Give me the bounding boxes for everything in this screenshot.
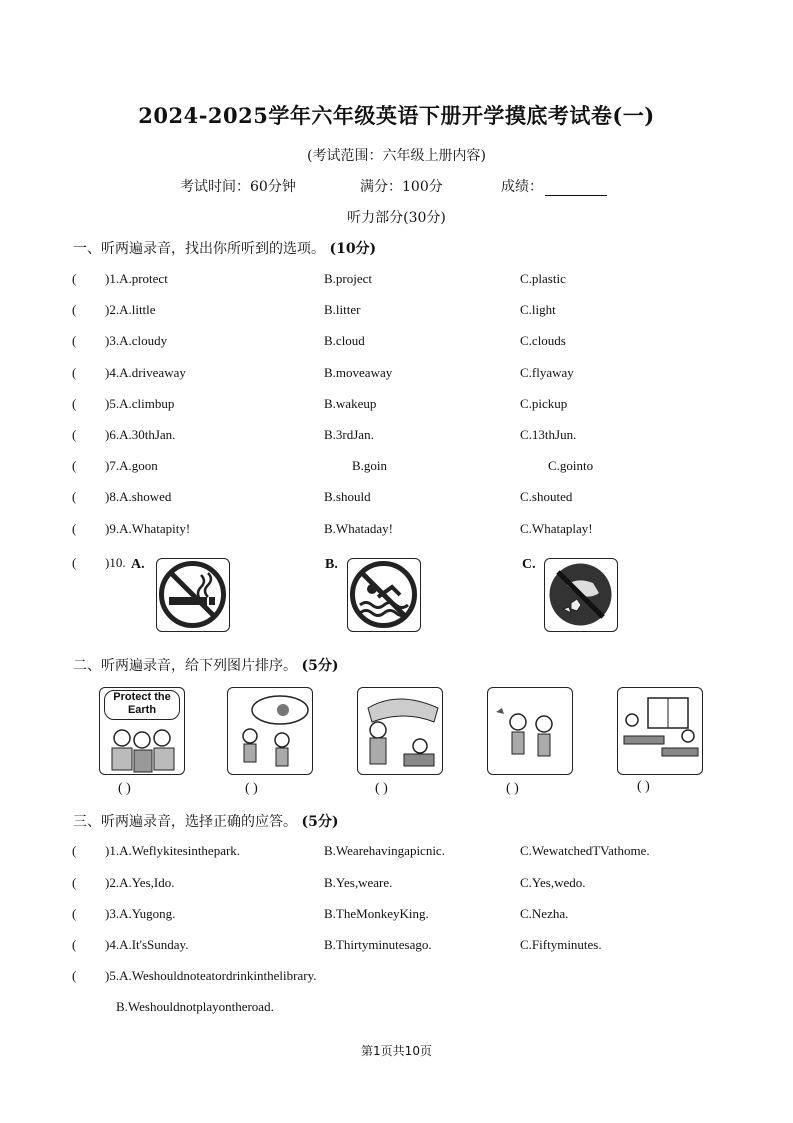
part1-q7-option-a: )7.A.goon [105,458,158,473]
score-field[interactable] [501,176,607,196]
full-score: 满分：100分 [360,179,443,195]
part3-q2-option-c: C.Yes,wedo. [520,875,586,890]
part1-q6-option-c: C.13thJun. [520,427,577,442]
part3-q5-option-b: B.Weshouldnotplayontheroad. [116,999,274,1014]
part3-q1-answer-paren[interactable]: ( [72,843,77,858]
part3-q3-option-a: )3.A.Yugong. [105,906,176,921]
part1-q2-option-b: B.litter [324,302,361,317]
part1-q4-option-a: )4.A.driveaway [105,365,186,380]
exam-time: 考试时间：60分钟 [180,179,296,195]
part3-q4-answer-paren[interactable]: ( [72,937,77,952]
part1-q3-option-a: )3.A.cloudy [105,333,168,348]
part3-q3-answer-paren[interactable]: ( [72,906,77,921]
page-footer: 第1页共10页 [361,1044,432,1058]
part3-q3-option-c: C.Nezha. [520,906,569,921]
part3-q3-option-b: B.TheMonkeyKing. [324,906,429,921]
part1-q1-option-c: C.plastic [520,271,566,286]
part3-q4-option-b: B.Thirtyminutesago. [324,937,432,952]
part3-q4-option-c: C.Fiftyminutes. [520,937,602,952]
part3-q4-option-a: )4.A.It'sSunday. [105,937,189,952]
part1-q4-option-b: B.moveaway [324,365,393,380]
picture-5-classroom [617,687,703,775]
part1-q2-option-a: )2.A.little [105,302,156,317]
picture-4-two-mice [487,687,573,775]
part3-q2-answer-paren[interactable]: ( [72,875,77,890]
part1-q1-option-a: )1.A.protect [105,271,168,286]
part1-q4-option-c: C.flyaway [520,365,574,380]
exam-scope: (考试范围：六年级上册内容) [307,148,486,164]
q10-number: )10. [105,555,126,570]
part1-q9-answer-paren[interactable]: ( [72,521,77,536]
picture-1-protect-earth [99,687,185,775]
section-1-heading: 一、听两遍录音，找出你所听到的选项。 (10分) [73,241,377,257]
picture-2-answer-paren[interactable]: ( ) [245,781,258,796]
q10-option-b-label: B. [325,557,338,572]
part1-q7-answer-paren[interactable]: ( [72,458,77,473]
part3-q5-answer-paren[interactable]: ( [72,968,77,983]
q10-option-a-label: A. [131,557,145,572]
picture-3-answer-paren[interactable]: ( ) [375,781,388,796]
part1-q1-option-b: B.project [324,271,373,286]
part1-q3-option-c: C.clouds [520,333,566,348]
picture-4-answer-paren[interactable]: ( ) [506,781,519,796]
part1-q9-option-b: B.Whataday! [324,521,393,536]
part1-q2-answer-paren[interactable]: ( [72,302,77,317]
section-2-heading: 二、听两遍录音，给下列图片排序。 (5分) [73,658,339,674]
part1-q9-option-a: )9.A.Whatapity! [105,521,191,536]
part1-q5-option-a: )5.A.climbup [105,396,175,411]
section-3-heading: 三、听两遍录音，选择正确的应答。 (5分) [73,814,339,830]
picture-3-cat-and-mouse [357,687,443,775]
part3-q1-option-b: B.Wearehavingapicnic. [324,843,445,858]
part1-q2-option-c: C.light [520,302,556,317]
q10-option-c-label: C. [522,557,536,572]
listening-section-label: 听力部分(30分) [347,210,446,226]
part1-q8-option-a: )8.A.showed [105,489,172,504]
part1-q7-option-b: B.goin [352,458,388,473]
part1-q8-option-c: C.shouted [520,489,573,504]
part3-q5-option-a: )5.A.Weshouldnoteatordrinkinthelibrary. [105,968,317,983]
part1-q3-answer-paren[interactable]: ( [72,333,77,348]
part1-q8-option-b: B.should [324,489,371,504]
part1-q6-option-a: )6.A.30thJan. [105,427,176,442]
score-blank[interactable] [545,181,607,196]
no-littering-sign-icon [544,558,618,632]
part1-q5-option-b: B.wakeup [324,396,377,411]
part1-q7-option-c: C.gointo [548,458,594,473]
no-swimming-sign-icon [347,558,421,632]
part3-q1-option-c: C.WewatchedTVathome. [520,843,650,858]
part1-q1-answer-paren[interactable]: ( [72,271,77,286]
part1-q5-answer-paren[interactable]: ( [72,396,77,411]
part1-q6-answer-paren[interactable]: ( [72,427,77,442]
picture-1-answer-paren[interactable]: ( ) [118,781,131,796]
part1-q6-option-b: B.3rdJan. [324,427,374,442]
page-title: 2024-2025学年六年级英语下册开学摸底考试卷(一) [138,103,655,128]
part1-q3-option-b: B.cloud [324,333,365,348]
part1-q5-option-c: C.pickup [520,396,568,411]
picture-1-caption: Protect the Earth [104,690,180,720]
part3-q1-option-a: )1.A.Weflykitesinthepark. [105,843,241,858]
no-smoking-sign-icon [156,558,230,632]
score-label: 成绩： [501,179,543,195]
picture-5-answer-paren[interactable]: ( ) [637,779,650,794]
part3-q2-option-a: )2.A.Yes,Ido. [105,875,175,890]
part1-q4-answer-paren[interactable]: ( [72,365,77,380]
picture-2-thinking-mice [227,687,313,775]
q10-answer-paren[interactable]: ( [72,555,77,570]
part3-q2-option-b: B.Yes,weare. [324,875,393,890]
part1-q9-option-c: C.Whataplay! [520,521,593,536]
part1-q8-answer-paren[interactable]: ( [72,489,77,504]
